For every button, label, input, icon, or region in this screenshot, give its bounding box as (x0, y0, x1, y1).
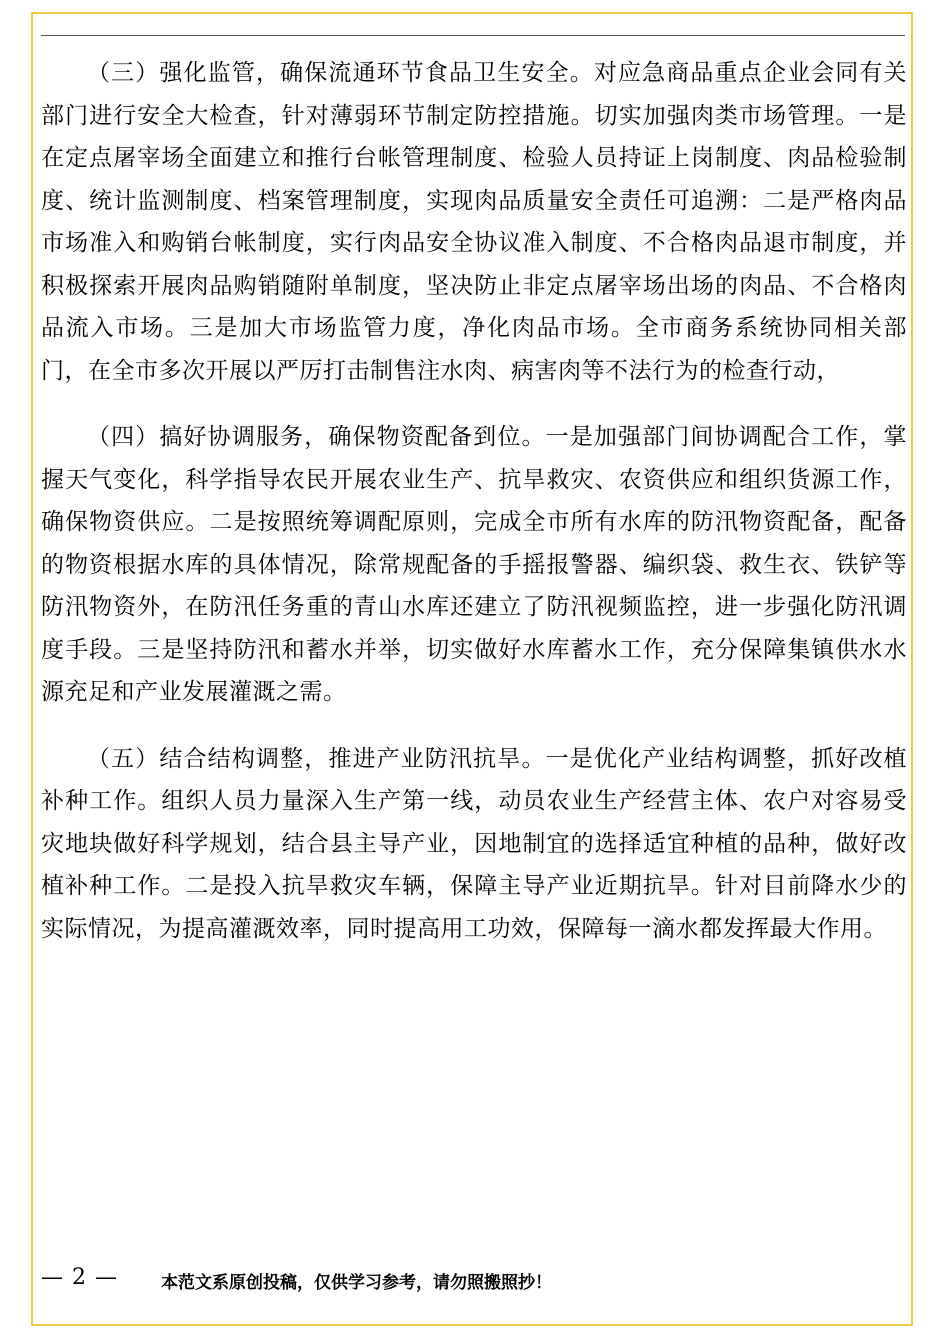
footer-note: 本范文系原创投稿，仅供学习参考，请勿照搬照抄！ (161, 1273, 552, 1293)
paragraph-section-3: （三）强化监管，确保流通环节食品卫生安全。对应急商品重点企业会同有关部门进行安全大检查，针对薄弱环节制定防控措施。切实加强肉类市场管理。一是在定点屠宰场全面建立和推行台帐管理制度、检验人员持证上岗制度、肉品检验制度、统计监测制度、档案管理制度，实现肉品质量安全责任可追溯：二是严格肉品市场准入和购销台帐制度，实行肉品安全协议准入制度、不合格肉品退市制度，并积极探索开展肉品购销随附单制度，坚决防止非定点屠宰场出场的肉品、不合格肉品流入市场。三是加大市场监管力度，净化肉品市场。全市商务系统协同相关部门，在全市多次开展以严厉打击制售注水肉、病害肉等不法行为的检查行动， (41, 60, 907, 384)
header-rule (41, 35, 905, 36)
paragraph-section-5: （五）结合结构调整，推进产业防汛抗旱。一是优化产业结构调整，抓好改植补种工作。组织人员力量深入生产第一线，动员农业生产经营主体、农户对容易受灾地块做好科学规划，结合县主导产业，因地制宜的选择适宜种植的品种，做好改植补种工作。二是投入抗旱救灾车辆，保障主导产业近期抗旱。针对目前降水少的实际情况，为提高灌溉效率，同时提高用工功效，保障每一滴水都发挥最大作用。 (41, 745, 907, 942)
paragraph-section-4: （四）搞好协调服务，确保物资配备到位。一是加强部门间协调配合工作，掌握天气变化，科学指导农民开展农业生产、抗旱救灾、农资供应和组织货源工作，确保物资供应。二是按照统筹调配原则，完成全市所有水库的防汛物资配备，配备的物资根据水库的具体情况，除常规配备的手摇报警器、编织袋、救生衣、铁铲等防汛物资外，在防汛任务重的青山水库还建立了防汛视频监控，进一步强化防汛调度手段。三是坚持防汛和蓄水并举，切实做好水库蓄水工作，充分保障集镇供水水源充足和产业发展灌溉之需。 (41, 424, 907, 705)
page-number: — 2 — (41, 1265, 118, 1290)
document-body (41, 52, 907, 950)
